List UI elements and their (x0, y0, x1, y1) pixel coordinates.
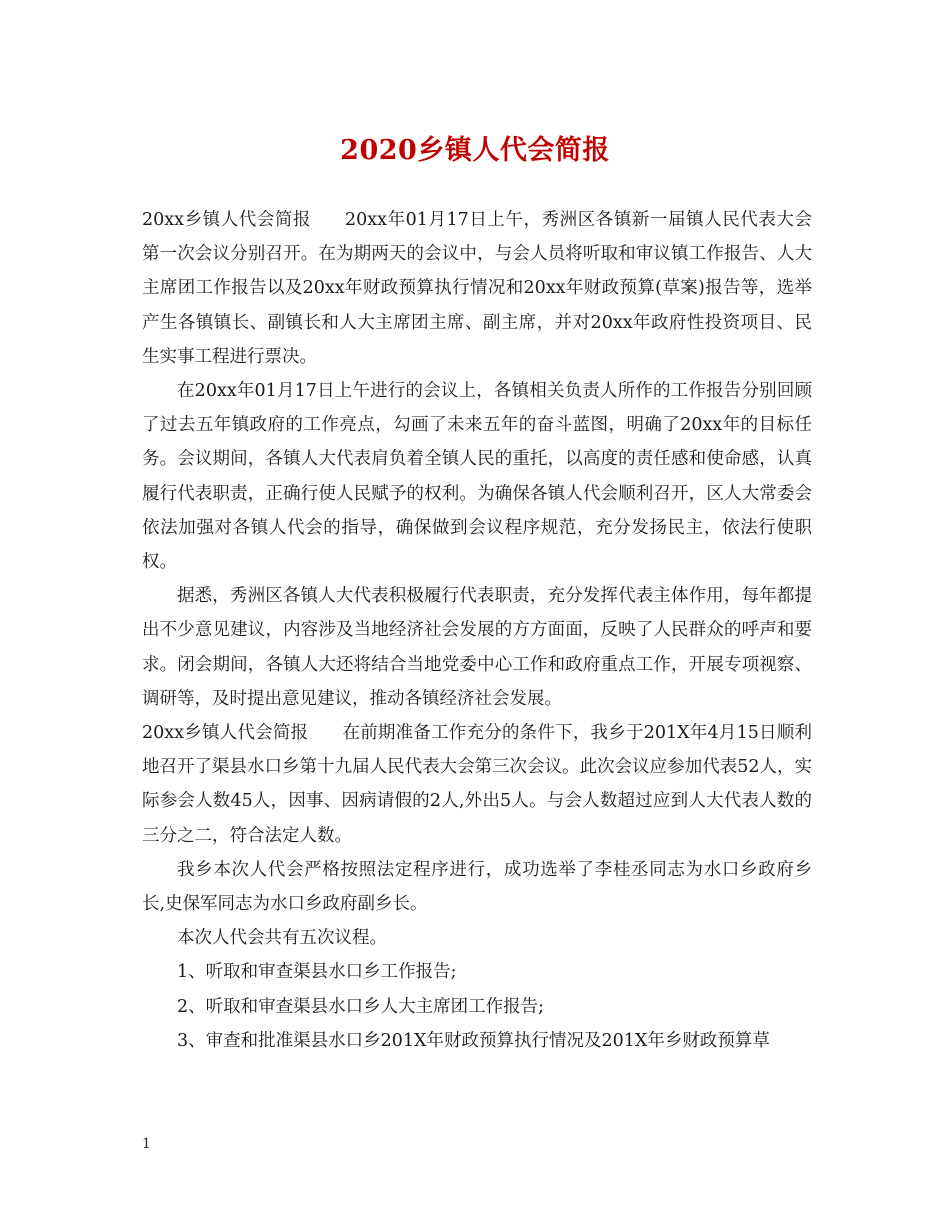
paragraph-4 (142, 716, 812, 853)
paragraph-6: 本次人代会共有五次议程。 (177, 928, 387, 949)
agenda-item-1: 1、听取和审查渠县水口乡工作报告; (177, 962, 457, 983)
agenda-item-3: 3、审查和批准渠县水口乡201X年财政预算执行情况及201X年乡财政预算草 (177, 1030, 770, 1051)
paragraph-text: 在前期准备工作充分的条件下，我乡于201X年4月15日顺利地召开了渠县水口乡第十九届人民代表大会第三次会议。此次会议应参加代表52人，实际参会人数45人，因事、因病请假的2人,外出5人。与会人数超过应到人大代表人数的三分之二，符合法定人数。 (142, 723, 812, 846)
paragraph-5: 我乡本次人代会严格按照法定程序进行，成功选举了李桂丞同志为水口乡政府乡长,史保军同志为水口乡政府副乡长。 (142, 859, 812, 915)
page-number: 1 (142, 1136, 151, 1152)
paragraph-text: 20xx年01月17日上午，秀洲区各镇新一届镇人民代表大会第一次会议分别召开。在为期两天的会议中，与会人员将听取和审议镇工作报告、人大主席团工作报告以及20xx年财政预算执行情况和20xx年财政预算(草案)报告等，选举产生各镇镇长、副镇长和人大主席团主席、副主席，并对20xx年政府性投资项目、民生实事工程进行票决。 (142, 210, 812, 367)
paragraph-lead: 20xx乡镇人代会简报 (142, 210, 312, 230)
paragraph-2: 在20xx年01月17日上午进行的会议上，各镇相关负责人所作的工作报告分别回顾了过去五年镇政府的工作亮点，勾画了未来五年的奋斗蓝图，明确了20xx年的目标任务。会议期间，各镇人大代表肩负着全镇人民的重托，以高度的责任感和使命感，认真履行代表职责，正确行使人民赋予的权利。为确保各镇人代会顺利召开，区人大常委会依法加强对各镇人代会的指导，确保做到会议程序规范，充分发扬民主，依法行使职权。 (142, 381, 812, 573)
paragraph-3: 据悉，秀洲区各镇人大代表积极履行代表职责，充分发挥代表主体作用，每年都提出不少意见建议，内容涉及当地经济社会发展的方方面面，反映了人民群众的呼声和要求。闭会期间，各镇人大还将结合当地党委中心工作和政府重点工作，开展专项视察、调研等，及时提出意见建议，推动各镇经济社会发展。 (142, 586, 812, 709)
document-body (142, 203, 812, 1058)
agenda-item-2: 2、听取和审查渠县水口乡人大主席团工作报告; (177, 996, 545, 1017)
paragraph-1 (142, 203, 812, 374)
paragraph-lead: 20xx乡镇人代会简报 (142, 723, 309, 744)
document-title: 2020乡镇人代会简报 (340, 135, 610, 166)
